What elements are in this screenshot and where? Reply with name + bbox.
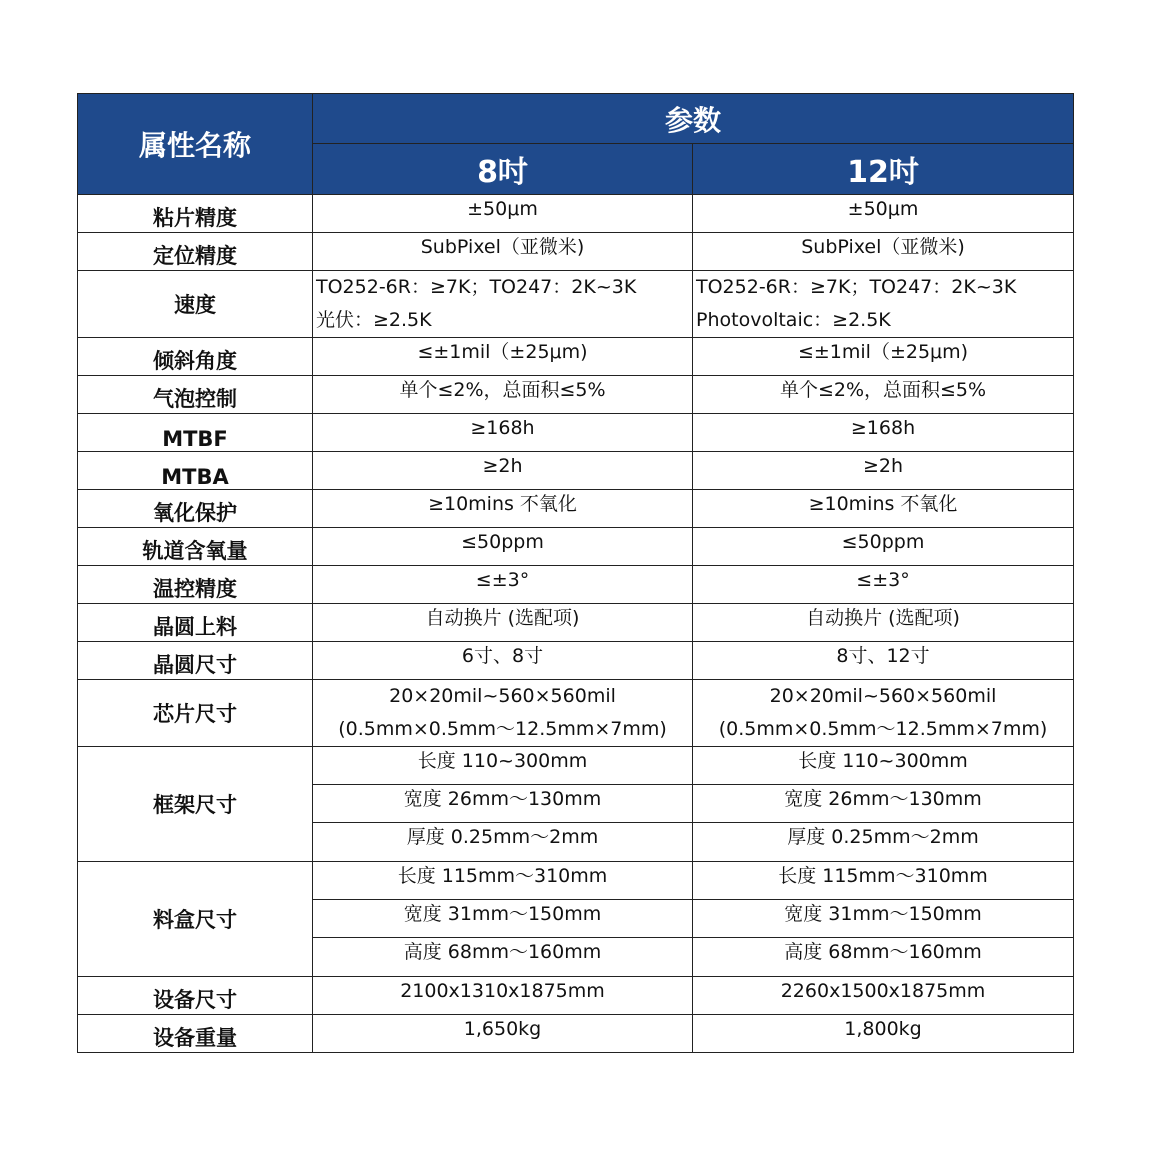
row-label: 晶圆尺寸 (78, 642, 313, 680)
size-8-header: 8吋 (313, 144, 693, 195)
table-row (78, 747, 1074, 785)
value-12in: 单个≤2%，总面积≤5% (693, 376, 1074, 414)
value-12in: 长度 115mm～310mm (693, 862, 1074, 900)
row-label: 温控精度 (78, 566, 313, 604)
table-row (78, 1015, 1074, 1053)
value-12in: 宽度 31mm～150mm (693, 900, 1074, 938)
table-row (78, 195, 1074, 233)
table-row (78, 452, 1074, 490)
value-line: TO252-6R：≥7K；TO247：2K~3K (316, 276, 637, 298)
row-label: 芯片尺寸 (78, 680, 313, 747)
value-8in: ≥2h (313, 452, 693, 490)
value-8in: 长度 115mm～310mm (313, 862, 693, 900)
value-12in (693, 271, 1074, 338)
value-12in: 自动换片 (选配项) (693, 604, 1074, 642)
value-8in: 自动换片 (选配项) (313, 604, 693, 642)
value-12in: 2260x1500x1875mm (693, 977, 1074, 1015)
row-label: 气泡控制 (78, 376, 313, 414)
table-row (78, 338, 1074, 376)
value-line: 20×20mil~560×560mil (769, 685, 997, 707)
value-line: 20×20mil~560×560mil (389, 685, 616, 707)
value-8in: SubPixel（亚微米) (313, 233, 693, 271)
value-line: (0.5mm×0.5mm～12.5mm×7mm) (338, 718, 667, 740)
value-12in: 宽度 26mm～130mm (693, 785, 1074, 823)
value-line: TO252-6R：≥7K；TO247：2K~3K (696, 276, 1017, 298)
value-8in: 1,650kg (313, 1015, 693, 1053)
table-row (78, 233, 1074, 271)
value-8in (313, 680, 693, 747)
row-label: 轨道含氧量 (78, 528, 313, 566)
table-row (78, 604, 1074, 642)
value-12in: ±50μm (693, 195, 1074, 233)
value-8in: 长度 110~300mm (313, 747, 693, 785)
table-row (78, 414, 1074, 452)
value-8in: 宽度 31mm～150mm (313, 900, 693, 938)
attribute-name-header: 属性名称 (78, 94, 313, 195)
row-label: 设备尺寸 (78, 977, 313, 1015)
row-label: 设备重量 (78, 1015, 313, 1053)
table-row (78, 680, 1074, 747)
table-row (78, 490, 1074, 528)
value-8in (313, 271, 693, 338)
value-8in: 厚度 0.25mm～2mm (313, 823, 693, 862)
row-label: 速度 (78, 271, 313, 338)
value-8in: ±50μm (313, 195, 693, 233)
value-12in: 厚度 0.25mm～2mm (693, 823, 1074, 862)
value-8in: ≤±3° (313, 566, 693, 604)
row-label: 框架尺寸 (78, 747, 313, 862)
value-12in: 长度 110~300mm (693, 747, 1074, 785)
table-row (78, 376, 1074, 414)
value-12in: ≤±1mil（±25μm) (693, 338, 1074, 376)
row-label: 倾斜角度 (78, 338, 313, 376)
value-12in: SubPixel（亚微米) (693, 233, 1074, 271)
size-12-header: 12吋 (693, 144, 1074, 195)
value-line: (0.5mm×0.5mm～12.5mm×7mm) (718, 718, 1048, 740)
value-8in: 2100x1310x1875mm (313, 977, 693, 1015)
value-line: Photovoltaic：≥2.5K (696, 309, 891, 331)
value-12in: ≥168h (693, 414, 1074, 452)
value-12in: ≤±3° (693, 566, 1074, 604)
value-line: 光伏：≥2.5K (316, 309, 432, 331)
row-label: 晶圆上料 (78, 604, 313, 642)
value-12in: ≥10mins 不氧化 (693, 490, 1074, 528)
value-12in: 高度 68mm～160mm (693, 938, 1074, 977)
row-label: 氧化保护 (78, 490, 313, 528)
table-row (78, 642, 1074, 680)
value-12in: 8寸、12寸 (693, 642, 1074, 680)
row-label: 料盒尺寸 (78, 862, 313, 977)
value-8in: 宽度 26mm～130mm (313, 785, 693, 823)
spec-table (77, 93, 1074, 1053)
row-label: MTBF (78, 414, 313, 452)
value-8in: ≤50ppm (313, 528, 693, 566)
value-8in: ≤±1mil（±25μm) (313, 338, 693, 376)
value-8in: 单个≤2%，总面积≤5% (313, 376, 693, 414)
value-12in: ≤50ppm (693, 528, 1074, 566)
table-row (78, 566, 1074, 604)
value-12in: 1,800kg (693, 1015, 1074, 1053)
value-8in: 6寸、8寸 (313, 642, 693, 680)
value-8in: 高度 68mm～160mm (313, 938, 693, 977)
table-row (78, 977, 1074, 1015)
parameters-header: 参数 (313, 94, 1074, 144)
table-row (78, 271, 1074, 338)
row-label: 粘片精度 (78, 195, 313, 233)
table-row (78, 528, 1074, 566)
row-label: MTBA (78, 452, 313, 490)
value-12in: ≥2h (693, 452, 1074, 490)
value-8in: ≥10mins 不氧化 (313, 490, 693, 528)
value-8in: ≥168h (313, 414, 693, 452)
table-row (78, 862, 1074, 900)
value-12in (693, 680, 1074, 747)
row-label: 定位精度 (78, 233, 313, 271)
